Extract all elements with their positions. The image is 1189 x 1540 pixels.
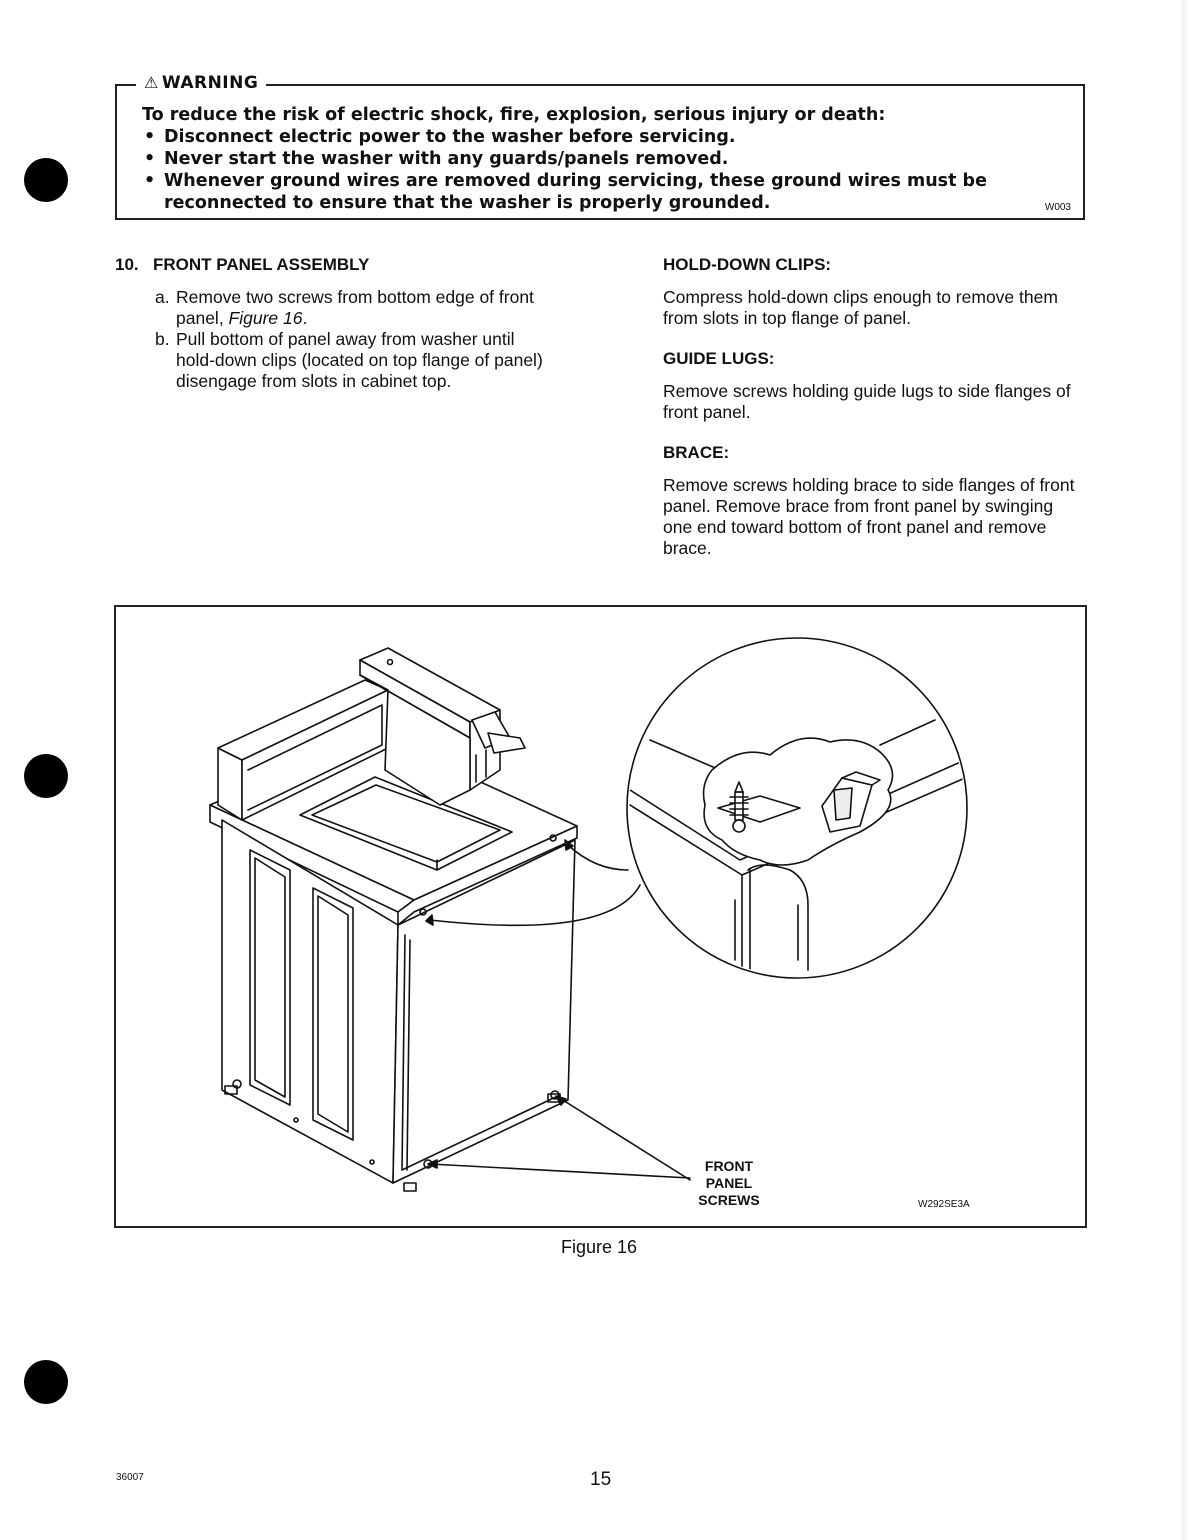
step-a: a. Remove two screws from bottom edge of front panel, Figure 16. bbox=[155, 287, 534, 328]
guide-lugs-heading: GUIDE LUGS: bbox=[663, 349, 775, 368]
warning-bullet: • Never start the washer with any guards/panels removed. bbox=[144, 149, 729, 169]
detail-magnifier bbox=[627, 638, 967, 978]
warning-triangle-icon: ⚠ bbox=[144, 73, 159, 92]
warning-bullet-continuation: reconnected to ensure that the washer is properly grounded. bbox=[164, 193, 771, 213]
figure-code: W292SE3A bbox=[918, 1199, 970, 1210]
warning-bullet: • Disconnect electric power to the washer before servicing. bbox=[144, 127, 736, 147]
hold-down-clips-heading: HOLD-DOWN CLIPS: bbox=[663, 255, 832, 274]
step-b: b. Pull bottom of panel away from washer until hold-down clips (located on top flange of panel) disengage from slots in cabinet top. bbox=[155, 329, 543, 391]
figure-caption: Figure 16 bbox=[561, 1237, 638, 1257]
front-panel-screws-label: FRONT PANEL SCREWS bbox=[698, 1158, 760, 1208]
warning-bullet: • Whenever ground wires are removed during servicing, these ground wires must be bbox=[144, 171, 987, 191]
section-title: 10. FRONT PANEL ASSEMBLY bbox=[115, 255, 370, 274]
page-number: 15 bbox=[590, 1469, 612, 1490]
warning-intro: To reduce the risk of electric shock, fire, explosion, serious injury or death: bbox=[142, 105, 886, 125]
guide-lugs-text: Remove screws holding guide lugs to side flanges of front panel. bbox=[663, 381, 1071, 422]
warning-code: W003 bbox=[1044, 202, 1071, 213]
washer-body bbox=[210, 648, 577, 1191]
warning-heading: ⚠ WARNING bbox=[136, 73, 266, 93]
figure-reference: Figure 16 bbox=[228, 308, 303, 328]
hold-down-clips-text: Compress hold-down clips enough to remove them from slots in top flange of panel. bbox=[663, 287, 1058, 328]
brace-heading: BRACE: bbox=[663, 443, 730, 462]
brace-text: Remove screws holding brace to side flanges of front panel. Remove brace from front panel by swinging one end toward bottom of front panel and remove brace. bbox=[663, 475, 1075, 558]
document-number: 36007 bbox=[116, 1472, 144, 1483]
